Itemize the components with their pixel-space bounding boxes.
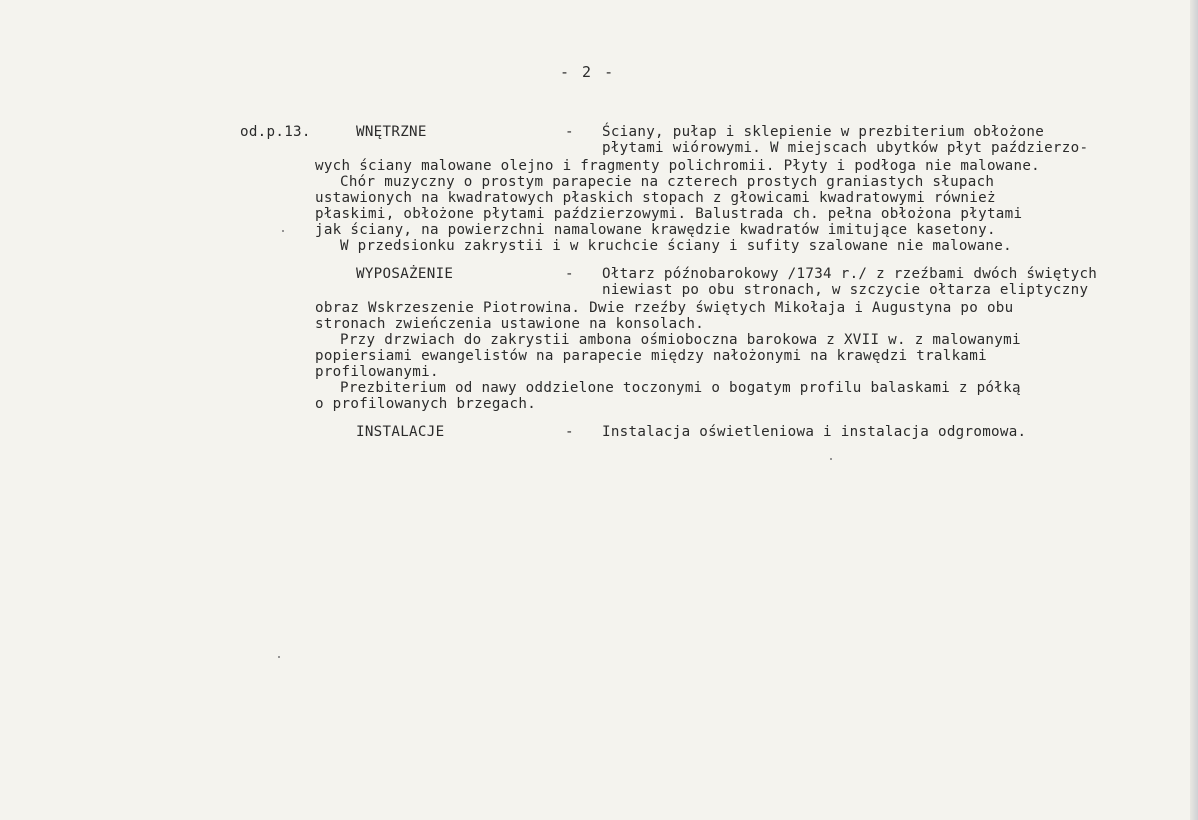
section-heading-wyposazenie: WYPOSAŻENIE — [356, 266, 454, 282]
text-line: Ściany, pułap i sklepienie w prezbiterium obłożone — [602, 124, 1045, 140]
text-line: ustawionych na kwadratowych płaskich stopach z głowicami kwadratowymi również — [315, 190, 996, 206]
text-line: o profilowanych brzegach. — [315, 396, 537, 412]
page-number: - 2 - — [560, 63, 616, 81]
section-dash: - — [565, 424, 574, 440]
text-line: popiersiami ewangelistów na parapecie między nałożonymi na krawędzi tralkami — [315, 348, 987, 364]
paper-speck — [830, 458, 832, 460]
text-line: obraz Wskrzeszenie Piotrowina. Dwie rzeźby świętych Mikołaja i Augustyna po obu — [315, 300, 1014, 316]
text-line: jak ściany, na powierzchni namalowane krawędzie kwadratów imitujące kasetony. — [315, 222, 996, 238]
text-line: płaskimi, obłożone płytami paździerzowymi. Balustrada ch. pełna obłożona płytami — [315, 206, 1023, 222]
paper-speck — [282, 230, 284, 232]
page-edge — [1190, 0, 1198, 820]
text-line: Instalacja oświetleniowa i instalacja odgromowa. — [602, 424, 1027, 440]
text-line: profilowanymi. — [315, 364, 439, 380]
section-dash: - — [565, 124, 574, 140]
text-line: wych ściany malowane olejno i fragmenty polichromii. Płyty i podłoga nie malowane. — [315, 158, 1041, 174]
text-line: W przedsionku zakrystii i w kruchcie ściany i sufity szalowane nie malowane. — [340, 238, 1012, 254]
text-line: Ołtarz późnobarokowy /1734 r./ z rzeźbami dwóch świętych — [602, 266, 1098, 282]
section-dash: - — [565, 266, 574, 282]
text-line: Prezbiterium od nawy oddzielone toczonymi o bogatym profilu balaskami z półką — [340, 380, 1021, 396]
section-ref: od.p.13. — [240, 124, 311, 140]
section-heading-instalacje: INSTALACJE — [356, 424, 445, 440]
text-line: niewiast po obu stronach, w szczycie ołtarza eliptyczny — [602, 282, 1089, 298]
text-line: płytami wiórowymi. W miejscach ubytków płyt paździerzo- — [602, 140, 1089, 156]
paper-speck — [278, 656, 280, 658]
text-line: stronach zwieńczenia ustawione na konsolach. — [315, 316, 705, 332]
text-line: Przy drzwiach do zakrystii ambona ośmioboczna barokowa z XVII w. z malowanymi — [340, 332, 1021, 348]
section-heading-wnetrzne: WNĘTRZNE — [356, 124, 427, 140]
text-line: Chór muzyczny o prostym parapecie na czterech prostych graniastych słupach — [340, 174, 995, 190]
